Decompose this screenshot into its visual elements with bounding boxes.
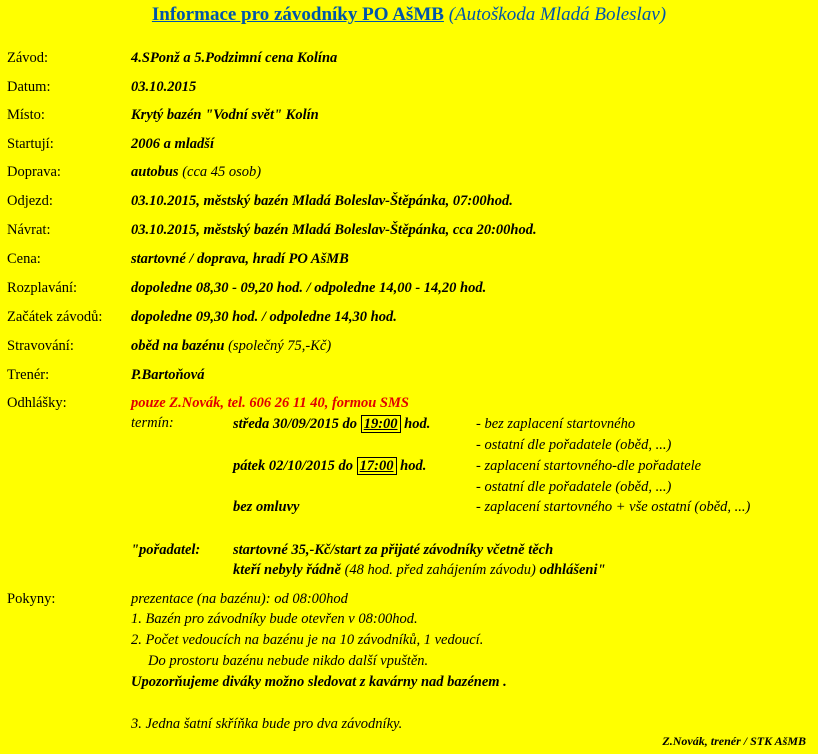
row-value: P.Bartoňová: [131, 367, 205, 383]
poradatel-line-2: kteří nebyly řádně (48 hod. před zahájením závodu) odhlášeni": [233, 562, 606, 578]
pokyny-label: Pokyny:: [7, 591, 56, 607]
row-value: dopoledne 08,30 - 09,20 hod. / odpoledne 14,00 - 14,20 hod.: [131, 280, 487, 296]
title-main: Informace pro závodníky PO AšMB: [151, 4, 444, 25]
row-value: dopoledne 09,30 hod. / odpoledne 14,30 hod.: [131, 309, 397, 325]
row-label: Návrat:: [7, 222, 51, 238]
row-value: 03.10.2015: [131, 79, 197, 95]
pokyny-line: 3. Jedna šatní skříňka bude pro dva závodníky.: [131, 716, 403, 732]
row-label: Místo:: [7, 107, 45, 123]
row-value: 03.10.2015, městský bazén Mladá Boleslav-Štěpánka, cca 20:00hod.: [131, 222, 537, 238]
pokyny-line: 2. Počet vedoucích na bazénu je na 10 závodníků, 1 vedoucí.: [131, 632, 484, 648]
row-label: Datum:: [7, 79, 51, 95]
poradatel-label: "pořadatel:: [131, 542, 201, 558]
poradatel-line-1: startovné 35,-Kč/start za přijaté závodníky včetně těch: [233, 542, 554, 558]
row-label: Startují:: [7, 136, 54, 152]
termin-entry-1: středa 30/09/2015 do 19:00 hod.: [233, 416, 431, 432]
page-title: [0, 4, 818, 26]
row-label: Odjezd:: [7, 193, 53, 209]
row-value-extra: (cca 45 osob): [178, 164, 262, 180]
termin-note: - zaplacení startovného + vše ostatní (oběd, ...): [476, 499, 751, 515]
termin-label: termín:: [131, 415, 174, 431]
row-label: Doprava:: [7, 164, 61, 180]
row-value: 2006 a mladší: [131, 136, 214, 152]
row-label: Rozplavání:: [7, 280, 78, 296]
row-value-extra: (společný 75,-Kč): [224, 338, 332, 354]
termin-note: - bez zaplacení startovného: [476, 416, 636, 432]
pokyny-line: prezentace (na bazénu): od 08:00hod: [131, 591, 348, 607]
row-label: Trenér:: [7, 367, 50, 383]
termin-note: - zaplacení startovného-dle pořadatele: [476, 458, 702, 474]
row-value: 4.SPonž a 5.Podzimní cena Kolína: [131, 50, 338, 66]
row-value: autobus (cca 45 osob): [131, 164, 262, 180]
termin-entry-3: bez omluvy: [233, 499, 300, 515]
termin-time-2: 17:00: [357, 457, 397, 475]
pokyny-line: Upozorňujeme diváky možno sledovat z kavárny nad bazénem .: [131, 674, 507, 690]
row-value: pouze Z.Novák, tel. 606 26 11 40, formou SMS: [131, 395, 409, 411]
termin-entry-2: pátek 02/10/2015 do 17:00 hod.: [233, 458, 427, 474]
row-label: Začátek závodů:: [7, 309, 103, 325]
pokyny-line: 1. Bazén pro závodníky bude otevřen v 08:00hod.: [131, 611, 418, 627]
row-label: Závod:: [7, 50, 49, 66]
row-label: Odhlášky:: [7, 395, 67, 411]
termin-note: - ostatní dle pořadatele (oběd, ...): [476, 479, 672, 495]
row-value: oběd na bazénu (společný 75,-Kč): [131, 338, 332, 354]
termin-time-1: 19:00: [361, 415, 401, 433]
row-label: Stravování:: [7, 338, 74, 354]
pokyny-line: Do prostoru bazénu nebude nikdo další vpuštěn.: [148, 653, 429, 669]
termin-note: - ostatní dle pořadatele (oběd, ...): [476, 437, 672, 453]
row-value: 03.10.2015, městský bazén Mladá Boleslav-Štěpánka, 07:00hod.: [131, 193, 513, 209]
row-value: Krytý bazén "Vodní svět" Kolín: [131, 107, 319, 123]
footer-signature: Z.Novák, trenér / STK AšMB: [662, 734, 806, 748]
row-value: startovné / doprava, hradí PO AšMB: [131, 251, 349, 267]
row-label: Cena:: [7, 251, 41, 267]
title-sub: (Autoškoda Mladá Boleslav): [448, 4, 667, 25]
